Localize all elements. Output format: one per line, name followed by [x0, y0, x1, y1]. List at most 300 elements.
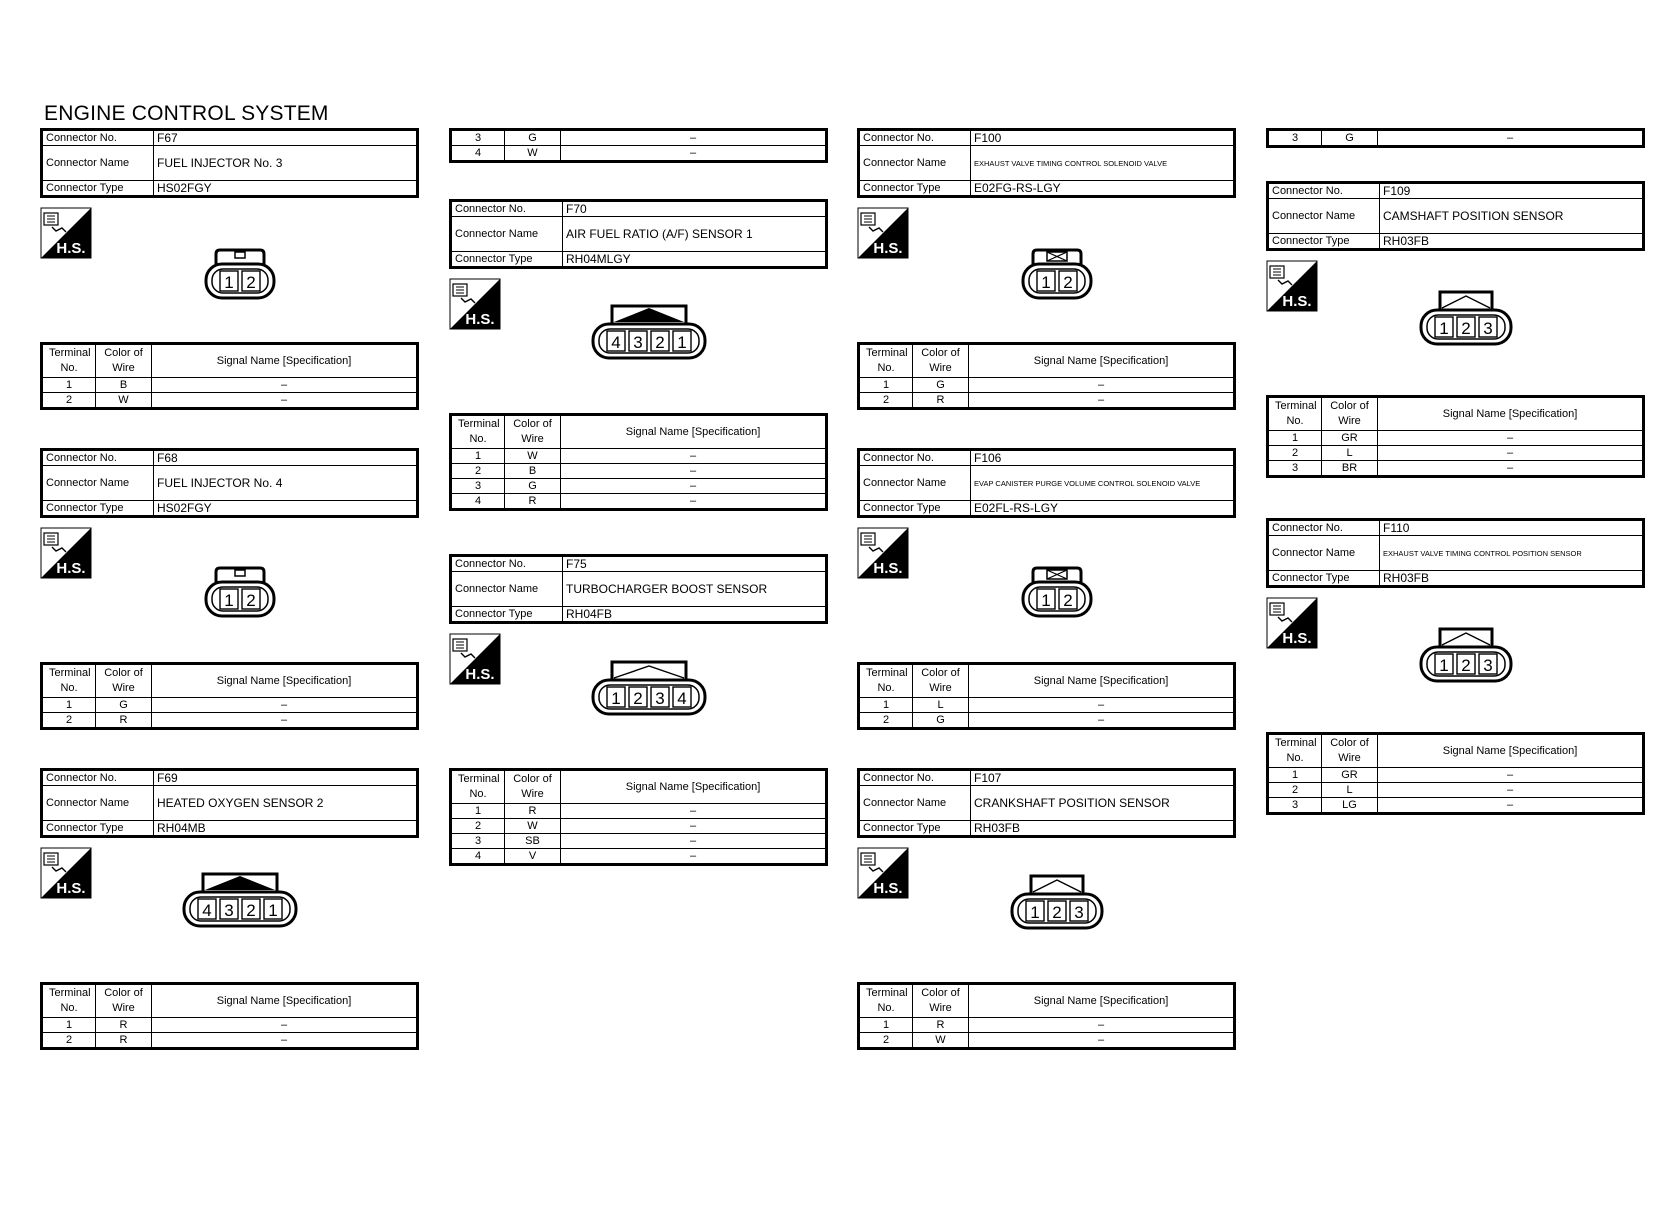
harness-side-icon [449, 633, 501, 685]
terminal-no: 2 [42, 713, 96, 729]
signal-name: – [1378, 798, 1644, 814]
pin-table-f100 [857, 342, 1236, 410]
signal-name: – [561, 834, 827, 849]
header-row-no [859, 450, 1235, 466]
wire-color: G [1322, 130, 1378, 147]
svg-text:1: 1 [224, 273, 234, 292]
connector-no: F67 [154, 130, 418, 146]
header-row-no [451, 556, 827, 572]
connector-header-f68 [40, 448, 419, 518]
pin-table-f109 [1266, 395, 1645, 478]
connector-name: FUEL INJECTOR No. 3 [154, 146, 418, 181]
svg-text:H.S.: H.S. [873, 240, 903, 257]
terminal-no: 2 [451, 819, 505, 834]
connector-name-label: Connector Name [1268, 536, 1380, 571]
header-row-type [42, 821, 418, 837]
pin-row [451, 146, 827, 162]
terminal-no-header: Terminal No. [42, 984, 96, 1018]
connector-face-icon [180, 870, 300, 930]
wire-color: R [913, 393, 969, 409]
harness-side-icon [857, 847, 909, 899]
color-of-wire-header: Color of Wire [505, 770, 561, 804]
pin-row [42, 698, 418, 713]
wire-color: L [1322, 446, 1378, 461]
connector-name: EVAP CANISTER PURGE VOLUME CONTROL SOLENOID VALVE [971, 466, 1235, 501]
connector-type-label: Connector Type [859, 181, 971, 197]
terminal-no: 2 [451, 464, 505, 479]
color-of-wire-header: Color of Wire [913, 984, 969, 1018]
signal-name: – [561, 130, 827, 146]
connector-no-label: Connector No. [859, 450, 971, 466]
signal-name-header: Signal Name [Specification] [561, 415, 827, 449]
svg-text:2: 2 [1063, 591, 1073, 610]
connector-face-icon [589, 302, 709, 362]
connector-no-label: Connector No. [859, 770, 971, 786]
wire-color: G [913, 713, 969, 729]
signal-name: – [969, 698, 1235, 713]
svg-text:H.S.: H.S. [1282, 293, 1312, 310]
pin-table-header [1268, 397, 1644, 431]
terminal-no: 3 [1268, 130, 1322, 147]
connector-no: F75 [563, 556, 827, 572]
connector-header-f106 [857, 448, 1236, 518]
connector-no: F100 [971, 130, 1235, 146]
terminal-no-header: Terminal No. [1268, 734, 1322, 768]
wire-color: L [1322, 783, 1378, 798]
connector-type-label: Connector Type [42, 181, 154, 197]
pin-row [42, 378, 418, 393]
svg-text:1: 1 [224, 591, 234, 610]
pin-table-header [859, 664, 1235, 698]
connector-no: F109 [1380, 183, 1644, 199]
pin-table-f68 [40, 662, 419, 730]
pin-row [451, 849, 827, 865]
wire-color: W [505, 819, 561, 834]
connector-name: CRANKSHAFT POSITION SENSOR [971, 786, 1235, 821]
signal-name: – [561, 146, 827, 162]
pin-row [1268, 783, 1644, 798]
connector-header-f109 [1266, 181, 1645, 251]
continued-pin-table [449, 128, 828, 163]
signal-name: – [969, 378, 1235, 393]
color-of-wire-header: Color of Wire [913, 664, 969, 698]
header-row-name [42, 786, 418, 821]
connector-header-f107 [857, 768, 1236, 838]
svg-text:1: 1 [1439, 656, 1449, 675]
color-of-wire-header: Color of Wire [1322, 734, 1378, 768]
svg-text:1: 1 [611, 689, 621, 708]
wire-color: R [96, 713, 152, 729]
connector-type: RH04FB [563, 607, 827, 623]
color-of-wire-header: Color of Wire [1322, 397, 1378, 431]
pin-table-header [451, 415, 827, 449]
wire-color: G [505, 479, 561, 494]
svg-text:H.S.: H.S. [873, 560, 903, 577]
connector-no-label: Connector No. [1268, 520, 1380, 536]
header-row-no [1268, 520, 1644, 536]
connector-name: EXHAUST VALVE TIMING CONTROL SOLENOID VALVE [971, 146, 1235, 181]
terminal-no-header: Terminal No. [1268, 397, 1322, 431]
header-row-no [859, 130, 1235, 146]
terminal-no: 2 [1268, 783, 1322, 798]
harness-side-icon [449, 278, 501, 330]
header-row-no [859, 770, 1235, 786]
header-row-type [451, 252, 827, 268]
header-row-name [1268, 199, 1644, 234]
pin-row [1268, 130, 1644, 147]
connector-name: EXHAUST VALVE TIMING CONTROL POSITION SENSOR [1380, 536, 1644, 571]
header-row-type [859, 501, 1235, 517]
wire-color: LG [1322, 798, 1378, 814]
connector-name-label: Connector Name [451, 572, 563, 607]
svg-text:4: 4 [677, 689, 687, 708]
svg-text:4: 4 [202, 901, 212, 920]
signal-name: – [561, 479, 827, 494]
pin-table-header [42, 664, 418, 698]
header-row-no [1268, 183, 1644, 199]
svg-text:2: 2 [1461, 656, 1471, 675]
svg-text:2: 2 [633, 689, 643, 708]
terminal-no: 2 [859, 1033, 913, 1049]
svg-text:H.S.: H.S. [1282, 630, 1312, 647]
wire-color: W [96, 393, 152, 409]
svg-text:1: 1 [1439, 319, 1449, 338]
terminal-no: 1 [859, 378, 913, 393]
connector-type: RH04MB [154, 821, 418, 837]
header-row-no [42, 450, 418, 466]
harness-side-icon [1266, 597, 1318, 649]
connector-type-label: Connector Type [451, 252, 563, 268]
connector-face-icon [202, 242, 278, 302]
color-of-wire-header: Color of Wire [96, 664, 152, 698]
wire-color: GR [1322, 768, 1378, 783]
color-of-wire-header: Color of Wire [96, 344, 152, 378]
pin-table-f70 [449, 413, 828, 511]
header-row-no [451, 201, 827, 217]
svg-text:H.S.: H.S. [56, 240, 86, 257]
terminal-no: 2 [1268, 446, 1322, 461]
pin-table-header [42, 344, 418, 378]
connector-type-label: Connector Type [42, 501, 154, 517]
header-row-name [42, 466, 418, 501]
pin-row [1268, 431, 1644, 446]
connector-type: RH03FB [1380, 571, 1644, 587]
connector-name-label: Connector Name [859, 786, 971, 821]
connector-name: TURBOCHARGER BOOST SENSOR [563, 572, 827, 607]
harness-side-icon [40, 527, 92, 579]
wire-color: R [96, 1018, 152, 1033]
header-row-name [42, 146, 418, 181]
pin-row [451, 449, 827, 464]
connector-type: E02FG-RS-LGY [971, 181, 1235, 197]
connector-face-icon [202, 560, 278, 620]
pin-row [1268, 768, 1644, 783]
connector-type: RH03FB [1380, 234, 1644, 250]
wire-color: G [96, 698, 152, 713]
svg-text:2: 2 [246, 901, 256, 920]
signal-name: – [561, 449, 827, 464]
connector-name-label: Connector Name [451, 217, 563, 252]
signal-name: – [1378, 768, 1644, 783]
connector-face-icon [1417, 288, 1515, 348]
terminal-no-header: Terminal No. [42, 664, 96, 698]
signal-name: – [152, 698, 418, 713]
connector-no: F110 [1380, 520, 1644, 536]
connector-name: HEATED OXYGEN SENSOR 2 [154, 786, 418, 821]
connector-header-f69 [40, 768, 419, 838]
wire-color: R [913, 1018, 969, 1033]
wire-color: SB [505, 834, 561, 849]
pin-row [42, 713, 418, 729]
signal-name: – [969, 713, 1235, 729]
pin-row [42, 393, 418, 409]
pin-row [451, 130, 827, 146]
wire-color: W [505, 146, 561, 162]
terminal-no: 1 [42, 698, 96, 713]
connector-type-label: Connector Type [1268, 571, 1380, 587]
connector-face-icon [1019, 242, 1095, 302]
header-row-type [859, 821, 1235, 837]
terminal-no: 2 [42, 393, 96, 409]
color-of-wire-header: Color of Wire [913, 344, 969, 378]
connector-name-label: Connector Name [859, 466, 971, 501]
continued-pin-table [1266, 128, 1645, 148]
connector-type-label: Connector Type [42, 821, 154, 837]
terminal-no: 1 [42, 1018, 96, 1033]
signal-name: – [152, 393, 418, 409]
terminal-no: 1 [1268, 431, 1322, 446]
pin-row [859, 713, 1235, 729]
connector-name-label: Connector Name [1268, 199, 1380, 234]
signal-name: – [152, 713, 418, 729]
svg-text:1: 1 [268, 901, 278, 920]
signal-name: – [152, 378, 418, 393]
pin-row [859, 393, 1235, 409]
connector-no-label: Connector No. [1268, 183, 1380, 199]
terminal-no-header: Terminal No. [859, 664, 913, 698]
wire-color: W [505, 449, 561, 464]
connector-name: CAMSHAFT POSITION SENSOR [1380, 199, 1644, 234]
terminal-no: 3 [1268, 798, 1322, 814]
connector-no: F106 [971, 450, 1235, 466]
header-row-type [1268, 234, 1644, 250]
svg-text:3: 3 [1483, 319, 1493, 338]
wire-color: R [96, 1033, 152, 1049]
connector-name-label: Connector Name [42, 146, 154, 181]
svg-text:2: 2 [246, 591, 256, 610]
header-row-no [42, 130, 418, 146]
terminal-no: 3 [451, 479, 505, 494]
header-row-name [451, 572, 827, 607]
header-row-no [42, 770, 418, 786]
terminal-no-header: Terminal No. [451, 415, 505, 449]
pin-row [1268, 461, 1644, 477]
svg-text:2: 2 [1052, 903, 1062, 922]
header-row-type [451, 607, 827, 623]
connector-type: RH03FB [971, 821, 1235, 837]
svg-text:H.S.: H.S. [465, 666, 495, 683]
connector-header-f70 [449, 199, 828, 269]
wire-color: R [505, 804, 561, 819]
svg-text:2: 2 [246, 273, 256, 292]
terminal-no: 4 [451, 146, 505, 162]
signal-name: – [152, 1018, 418, 1033]
wire-color: L [913, 698, 969, 713]
connector-no: F69 [154, 770, 418, 786]
svg-text:3: 3 [633, 333, 643, 352]
color-of-wire-header: Color of Wire [96, 984, 152, 1018]
header-row-type [859, 181, 1235, 197]
terminal-no: 1 [859, 1018, 913, 1033]
svg-text:3: 3 [1074, 903, 1084, 922]
signal-name: – [561, 494, 827, 510]
connector-face-icon [589, 658, 709, 718]
wire-color: B [96, 378, 152, 393]
harness-side-icon [1266, 260, 1318, 312]
connector-header-f110 [1266, 518, 1645, 588]
harness-side-icon [857, 207, 909, 259]
connector-type-label: Connector Type [1268, 234, 1380, 250]
signal-name-header: Signal Name [Specification] [1378, 397, 1644, 431]
pin-row [859, 378, 1235, 393]
svg-text:1: 1 [1030, 903, 1040, 922]
signal-name-header: Signal Name [Specification] [152, 664, 418, 698]
connector-type-label: Connector Type [451, 607, 563, 623]
signal-name: – [152, 1033, 418, 1049]
signal-name-header: Signal Name [Specification] [152, 344, 418, 378]
svg-text:1: 1 [677, 333, 687, 352]
svg-text:3: 3 [1483, 656, 1493, 675]
signal-name: – [561, 849, 827, 865]
page-title: ENGINE CONTROL SYSTEM [44, 102, 329, 125]
svg-text:2: 2 [1063, 273, 1073, 292]
svg-text:2: 2 [1461, 319, 1471, 338]
connector-no-label: Connector No. [451, 556, 563, 572]
pin-table-f75 [449, 768, 828, 866]
signal-name-header: Signal Name [Specification] [152, 984, 418, 1018]
signal-name-header: Signal Name [Specification] [969, 664, 1235, 698]
pin-row [42, 1018, 418, 1033]
connector-type: E02FL-RS-LGY [971, 501, 1235, 517]
color-of-wire-header: Color of Wire [505, 415, 561, 449]
pin-table-f106 [857, 662, 1236, 730]
header-row-name [1268, 536, 1644, 571]
svg-text:H.S.: H.S. [56, 560, 86, 577]
signal-name: – [969, 393, 1235, 409]
pin-table-header [451, 770, 827, 804]
terminal-no: 2 [859, 393, 913, 409]
wire-color: B [505, 464, 561, 479]
signal-name-header: Signal Name [Specification] [969, 344, 1235, 378]
terminal-no: 3 [451, 130, 505, 146]
harness-side-icon [40, 847, 92, 899]
pin-row [451, 479, 827, 494]
connector-no: F68 [154, 450, 418, 466]
connector-type: HS02FGY [154, 181, 418, 197]
signal-name-header: Signal Name [Specification] [969, 984, 1235, 1018]
terminal-no: 4 [451, 494, 505, 510]
terminal-no: 1 [859, 698, 913, 713]
connector-no-label: Connector No. [42, 130, 154, 146]
connector-no: F70 [563, 201, 827, 217]
connector-name-label: Connector Name [42, 786, 154, 821]
pin-row [451, 804, 827, 819]
connector-type: HS02FGY [154, 501, 418, 517]
pin-row [451, 494, 827, 510]
connector-header-f67 [40, 128, 419, 198]
connector-face-icon [1008, 872, 1106, 932]
signal-name: – [1378, 461, 1644, 477]
svg-text:4: 4 [611, 333, 621, 352]
pin-table-header [859, 984, 1235, 1018]
terminal-no: 3 [451, 834, 505, 849]
signal-name-header: Signal Name [Specification] [561, 770, 827, 804]
harness-side-icon [857, 527, 909, 579]
connector-type: RH04MLGY [563, 252, 827, 268]
signal-name: – [561, 464, 827, 479]
signal-name: – [1378, 446, 1644, 461]
svg-text:2: 2 [655, 333, 665, 352]
terminal-no-header: Terminal No. [451, 770, 505, 804]
header-row-type [42, 181, 418, 197]
svg-text:1: 1 [1041, 273, 1051, 292]
wire-color: W [913, 1033, 969, 1049]
header-row-name [859, 146, 1235, 181]
connector-name: FUEL INJECTOR No. 4 [154, 466, 418, 501]
header-row-type [1268, 571, 1644, 587]
pin-table-f110 [1266, 732, 1645, 815]
connector-no: F107 [971, 770, 1235, 786]
terminal-no: 1 [42, 378, 96, 393]
pin-row [1268, 798, 1644, 814]
signal-name: – [1378, 130, 1644, 147]
connector-no-label: Connector No. [451, 201, 563, 217]
svg-text:3: 3 [655, 689, 665, 708]
wire-color: G [505, 130, 561, 146]
header-row-name [451, 217, 827, 252]
connector-no-label: Connector No. [42, 450, 154, 466]
wire-color: GR [1322, 431, 1378, 446]
pin-row [42, 1033, 418, 1049]
wire-color: BR [1322, 461, 1378, 477]
signal-name: – [561, 804, 827, 819]
pin-table-f107 [857, 982, 1236, 1050]
connector-type-label: Connector Type [859, 501, 971, 517]
connector-header-f100 [857, 128, 1236, 198]
svg-text:3: 3 [224, 901, 234, 920]
pin-row [451, 464, 827, 479]
pin-table-header [1268, 734, 1644, 768]
signal-name: – [969, 1018, 1235, 1033]
pin-table-f67 [40, 342, 419, 410]
connector-face-icon [1417, 625, 1515, 685]
svg-text:H.S.: H.S. [56, 880, 86, 897]
terminal-no: 1 [1268, 768, 1322, 783]
connector-type-label: Connector Type [859, 821, 971, 837]
connector-face-icon [1019, 560, 1095, 620]
signal-name-header: Signal Name [Specification] [1378, 734, 1644, 768]
wire-color: V [505, 849, 561, 865]
svg-text:1: 1 [1041, 591, 1051, 610]
connector-no-label: Connector No. [859, 130, 971, 146]
signal-name: – [969, 1033, 1235, 1049]
pin-row [451, 834, 827, 849]
svg-text:H.S.: H.S. [873, 880, 903, 897]
terminal-no-header: Terminal No. [859, 344, 913, 378]
connector-name: AIR FUEL RATIO (A/F) SENSOR 1 [563, 217, 827, 252]
svg-text:H.S.: H.S. [465, 311, 495, 328]
pin-table-header [859, 344, 1235, 378]
